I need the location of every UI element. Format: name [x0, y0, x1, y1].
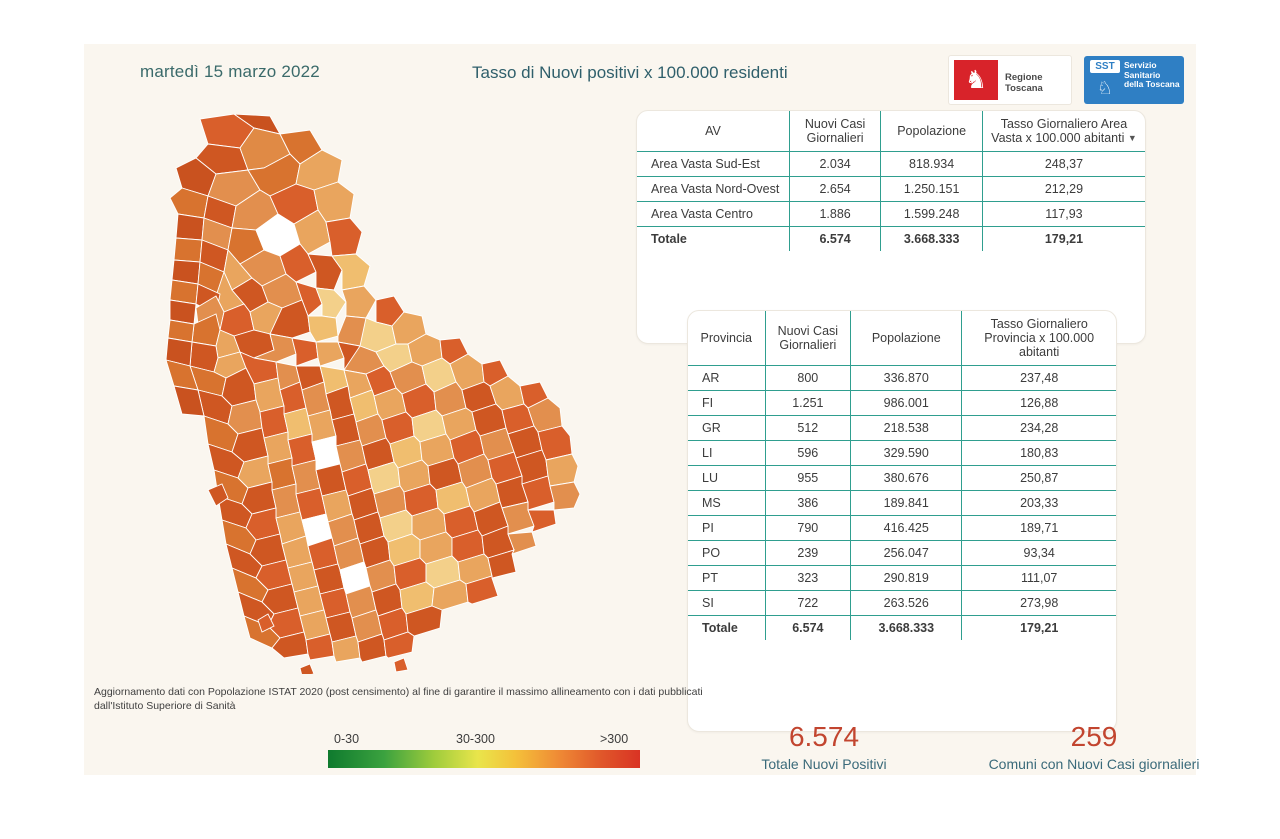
- cell-provincia: LI: [688, 441, 765, 466]
- col-av[interactable]: AV: [637, 111, 789, 152]
- cell-tasso: 212,29: [982, 177, 1145, 202]
- kpi-value: 6.574: [788, 721, 860, 752]
- table-row[interactable]: [688, 391, 1116, 416]
- cell-area: Area Vasta Centro: [637, 202, 789, 227]
- cell-popolazione: 189.841: [851, 491, 962, 516]
- table-row[interactable]: [637, 202, 1145, 227]
- cell-provincia: FI: [688, 391, 765, 416]
- table-total-row: [637, 227, 1145, 252]
- cell-total-popolazione: 3.668.333: [851, 616, 962, 641]
- pegasus-icon: ♞: [964, 66, 988, 94]
- col-nuovi-casi[interactable]: Nuovi Casi Giornalieri: [789, 111, 880, 152]
- kpi-label: Comuni con Nuovi Casi giornalieri: [988, 756, 1200, 772]
- cell-casi: 1.251: [765, 391, 851, 416]
- cell-casi: 386: [765, 491, 851, 516]
- cell-total-popolazione: 3.668.333: [881, 227, 983, 252]
- legend-label-mid: 30-300: [456, 732, 495, 746]
- regione-toscana-label: Regione Toscana: [1005, 72, 1043, 94]
- area-vasta-table: [637, 111, 1145, 251]
- cell-provincia: PT: [688, 566, 765, 591]
- cell-provincia: SI: [688, 591, 765, 616]
- table-row[interactable]: [688, 491, 1116, 516]
- legend-label-high: >300: [600, 732, 629, 746]
- table-row[interactable]: [688, 591, 1116, 616]
- cell-total-casi: 6.574: [765, 616, 851, 641]
- cell-provincia: AR: [688, 366, 765, 391]
- cell-popolazione: 416.425: [851, 516, 962, 541]
- province-table-body: [688, 366, 1116, 641]
- cell-total-casi: 6.574: [789, 227, 880, 252]
- col-tasso[interactable]: Tasso Giornaliero Provincia x 100.000 abitanti: [962, 311, 1116, 366]
- legend-labels: [244, 732, 644, 750]
- dashboard-panel: [84, 44, 1200, 775]
- cell-tasso: 248,37: [982, 152, 1145, 177]
- page-title: Tasso di Nuovi positivi x 100.000 residenti: [472, 63, 788, 82]
- data-source-note: Aggiornamento dati con Popolazione ISTAT 2020 (post censimento) al fine di garantire il massimo allineamento con i dati pubblicati dall'Istituto Superiore di Sanità: [94, 686, 703, 712]
- kpi-total-new-positives: [694, 720, 954, 772]
- col-nuovi-casi[interactable]: Nuovi Casi Giornalieri: [765, 311, 851, 366]
- map-municipalities: [166, 114, 580, 674]
- cell-casi: 722: [765, 591, 851, 616]
- table-row[interactable]: [688, 366, 1116, 391]
- cell-popolazione: 218.538: [851, 416, 962, 441]
- cell-tasso: 273,98: [962, 591, 1116, 616]
- kpi-label: Totale Nuovi Positivi: [761, 756, 887, 772]
- cell-provincia: GR: [688, 416, 765, 441]
- cell-area: Area Vasta Sud-Est: [637, 152, 789, 177]
- cell-popolazione: 1.599.248: [881, 202, 983, 227]
- table-row[interactable]: [688, 566, 1116, 591]
- cell-casi: 239: [765, 541, 851, 566]
- cell-popolazione: 290.819: [851, 566, 962, 591]
- cell-tasso: 237,48: [962, 366, 1116, 391]
- cell-tasso: 189,71: [962, 516, 1116, 541]
- table-row[interactable]: [688, 416, 1116, 441]
- col-tasso-label: Tasso Giornaliero Area Vasta x 100.000 abitanti: [991, 117, 1128, 145]
- legend-color-scale: [328, 750, 640, 768]
- table-row[interactable]: [688, 466, 1116, 491]
- cell-tasso: 234,28: [962, 416, 1116, 441]
- col-popolazione[interactable]: Popolazione: [881, 111, 983, 152]
- table-row[interactable]: [688, 441, 1116, 466]
- sst-logo-label: Servizio Sanitario della Toscana: [1124, 60, 1180, 89]
- col-provincia[interactable]: Provincia: [688, 311, 765, 366]
- cell-casi: 800: [765, 366, 851, 391]
- col-tasso[interactable]: [982, 111, 1145, 152]
- cell-casi: 596: [765, 441, 851, 466]
- cell-casi: 955: [765, 466, 851, 491]
- cell-provincia: PI: [688, 516, 765, 541]
- table-row[interactable]: [688, 541, 1116, 566]
- kpi-value: 259: [1070, 721, 1118, 752]
- cell-popolazione: 1.250.151: [881, 177, 983, 202]
- cell-casi: 790: [765, 516, 851, 541]
- cell-popolazione: 329.590: [851, 441, 962, 466]
- cell-total-label: Totale: [688, 616, 765, 641]
- cell-tasso: 250,87: [962, 466, 1116, 491]
- cell-casi: 323: [765, 566, 851, 591]
- cell-popolazione: 263.526: [851, 591, 962, 616]
- cell-tasso: 93,34: [962, 541, 1116, 566]
- cell-popolazione: 256.047: [851, 541, 962, 566]
- cell-casi: 2.654: [789, 177, 880, 202]
- report-date: martedì 15 marzo 2022: [140, 62, 320, 81]
- map-legend: [244, 732, 644, 750]
- table-row[interactable]: [688, 516, 1116, 541]
- tuscany-choropleth-map[interactable]: [104, 114, 684, 674]
- cell-popolazione: 380.676: [851, 466, 962, 491]
- table-row[interactable]: [637, 152, 1145, 177]
- kpi-municipalities-with-cases: [924, 720, 1264, 772]
- cell-tasso: 180,83: [962, 441, 1116, 466]
- cell-provincia: PO: [688, 541, 765, 566]
- table-header-row: [637, 111, 1145, 152]
- table-header-row: [688, 311, 1116, 366]
- cell-casi: 2.034: [789, 152, 880, 177]
- cell-area: Area Vasta Nord-Ovest: [637, 177, 789, 202]
- col-popolazione[interactable]: Popolazione: [851, 311, 962, 366]
- cell-provincia: MS: [688, 491, 765, 516]
- cell-tasso: 111,07: [962, 566, 1116, 591]
- table-row[interactable]: [637, 177, 1145, 202]
- cell-total-label: Totale: [637, 227, 789, 252]
- cell-provincia: LU: [688, 466, 765, 491]
- cell-tasso: 203,33: [962, 491, 1116, 516]
- map-svg: [104, 114, 684, 674]
- legend-label-low: 0-30: [334, 732, 360, 746]
- cell-tasso: 126,88: [962, 391, 1116, 416]
- cell-total-tasso: 179,21: [982, 227, 1145, 252]
- sst-logo: [1084, 56, 1184, 104]
- cell-popolazione: 818.934: [881, 152, 983, 177]
- province-table-card: [687, 310, 1117, 732]
- sst-badge-label: SST: [1090, 60, 1120, 73]
- cell-popolazione: 336.870: [851, 366, 962, 391]
- cell-total-tasso: 179,21: [962, 616, 1116, 641]
- sst-horse-icon: ♘: [1096, 78, 1114, 98]
- cell-casi: 1.886: [789, 202, 880, 227]
- sort-descending-icon[interactable]: ▼: [1127, 133, 1137, 143]
- province-table: [688, 311, 1116, 640]
- cell-casi: 512: [765, 416, 851, 441]
- table-total-row: [688, 616, 1116, 641]
- cell-popolazione: 986.001: [851, 391, 962, 416]
- area-vasta-table-card: [636, 110, 1146, 344]
- cell-tasso: 117,93: [982, 202, 1145, 227]
- regione-toscana-logo: [949, 56, 1071, 104]
